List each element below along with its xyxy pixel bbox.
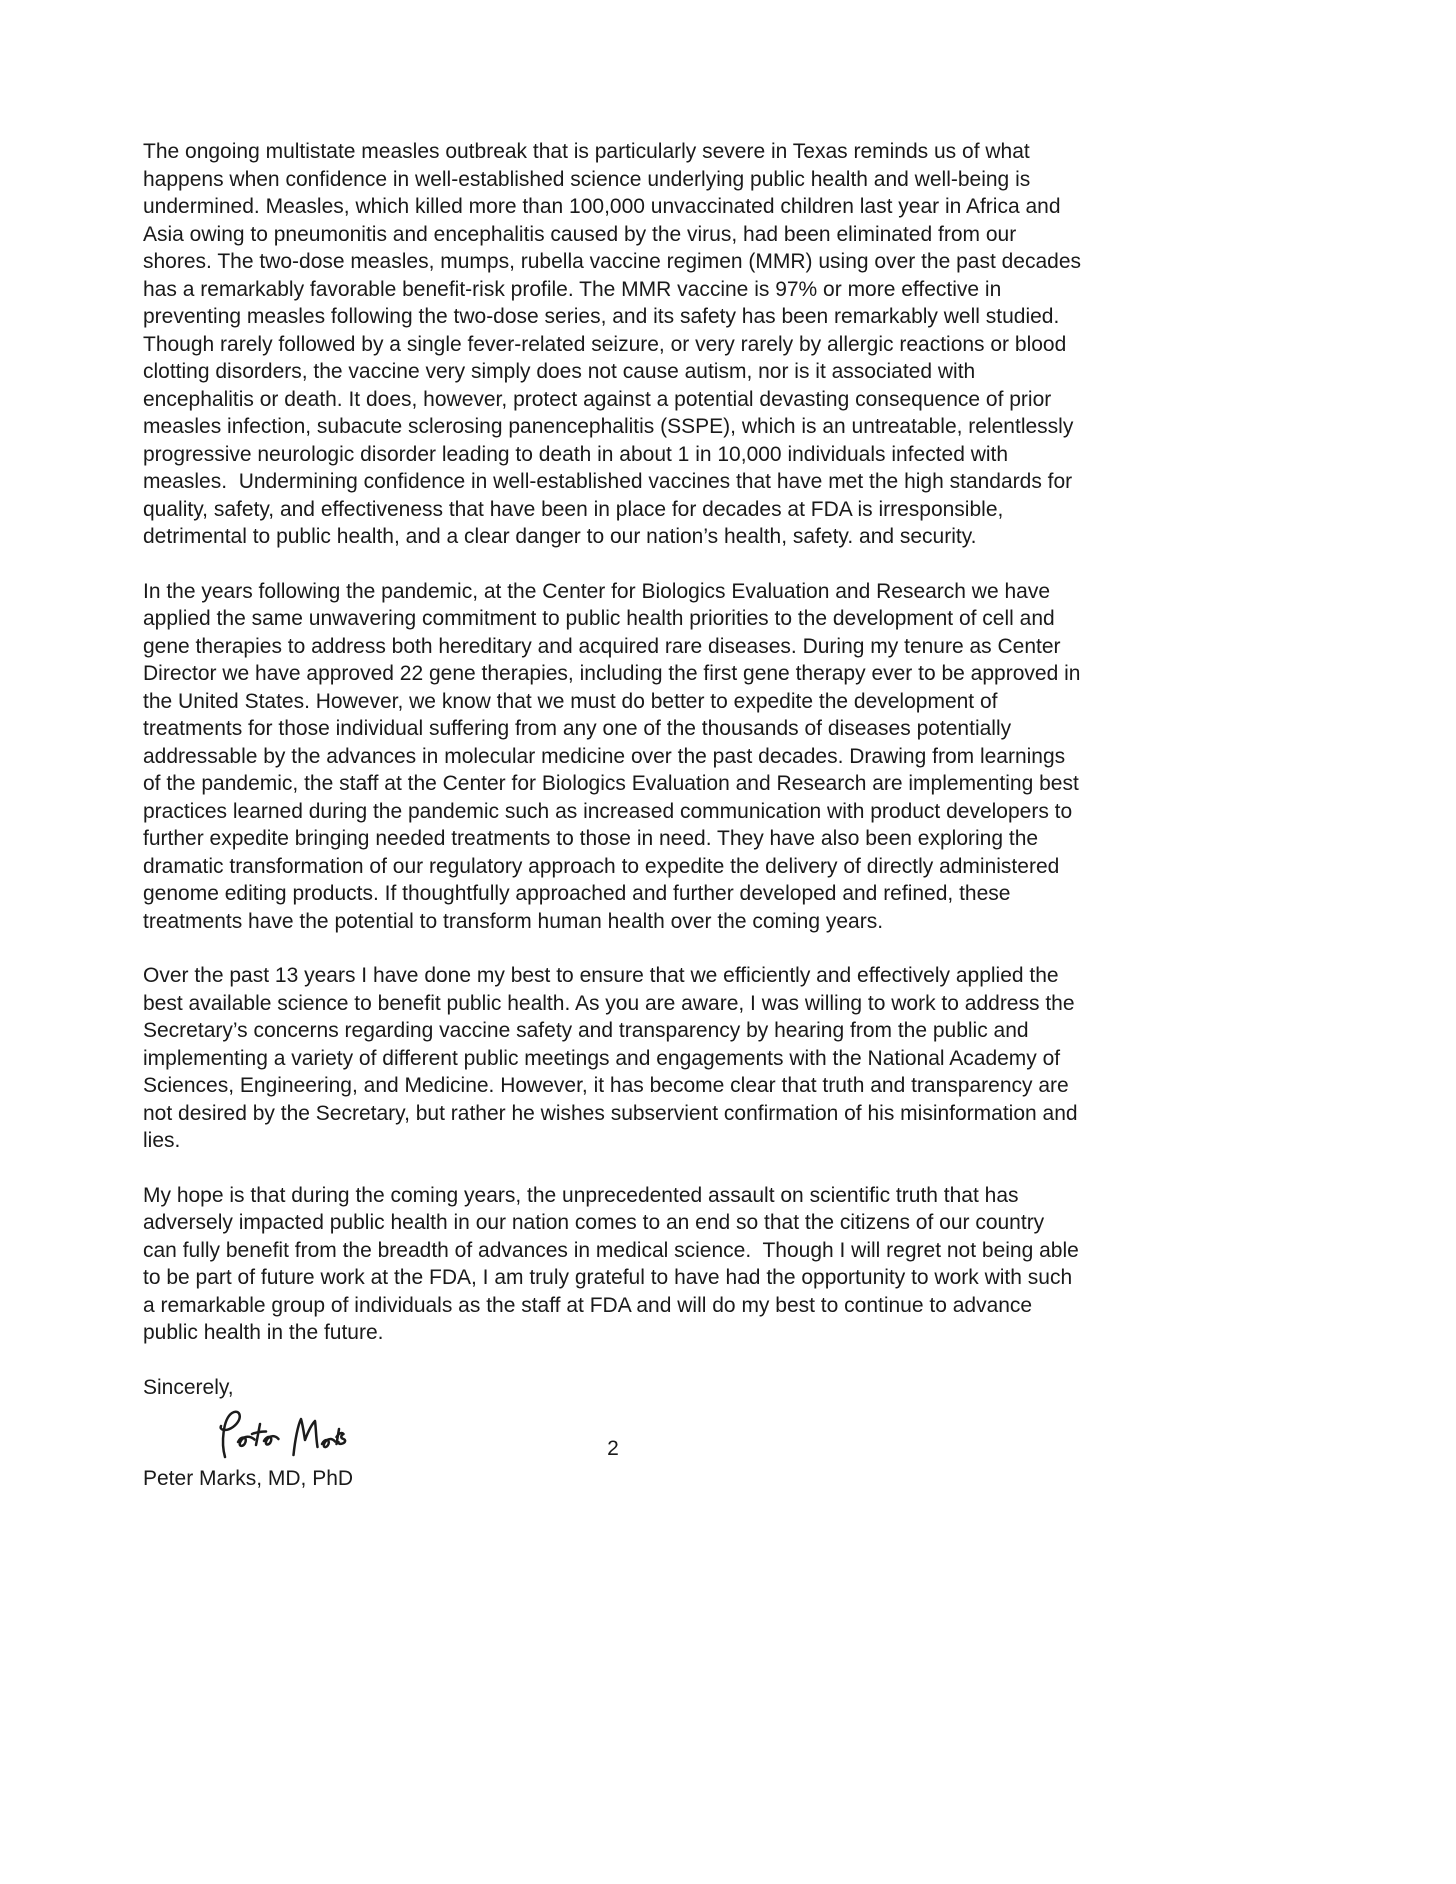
letter-paragraph-cber: In the years following the pandemic, at the Center for Biologics Evaluation and Research we have applied the same unwavering commitment to public health priorities to the development of cell and gene therapies to address both hereditary and acquired rare diseases. During my tenure as Center Director we have approved 22 gene therapies, including the first gene therapy ever to be approved in the United States. However, we know that we must do better to expedite the development of treatments for those individual suffering from any one of the thousands of diseases potentially addressable by the advances in molecular medicine over the past decades. Drawing from learnings of the pandemic, the staff at the Center for Biologics Evaluation and Research are implementing best practices learned during the pandemic such as increased communication with product developers to further expedite bringing needed treatments to those in need. They have also been exploring the dramatic transformation of our regulatory approach to expedite the delivery of directly administered genome editing products. If thoughtfully approached and further developed and refined, these treatments have the potential to transform human health over the coming years. <box>143 579 1087 933</box>
closing-salutation: Sincerely, <box>143 1375 234 1399</box>
letter-paragraph-hope: My hope is that during the coming years, the unprecedented assault on scientific truth that has adversely impacted public health in our nation comes to an end so that the citizens of our country can fully benefit from the breadth of advances in medical science. Though I will regret not being able to be part of future work at the FDA, I am truly grateful to have had the opportunity to work with such a remarkable group of individuals as the staff at FDA and will do my best to continue to advance public health in the future. <box>143 1183 1085 1344</box>
signer-name: Peter Marks, MD, PhD <box>143 1467 354 1490</box>
letter-body <box>143 138 1087 1493</box>
letter-paragraph-tenure: Over the past 13 years I have done my best to ensure that we efficiently and effectively applied the best available science to benefit public health. As you are aware, I was willing to work to address the Secretary’s concerns regarding vaccine safety and transparency by hearing from the public and implementing a variety of different public meetings and engagements with the National Academy of Sciences, Engineering, and Medicine. However, it has become clear that truth and transparency are not desired by the Secretary, but rather he wishes subservient confirmation of his misinformation and lies. <box>143 964 1084 1152</box>
page-number: 2 <box>607 1437 619 1460</box>
letter-paragraph-measles: The ongoing multistate measles outbreak that is particularly severe in Texas reminds us of what happens when confidence in well-established science underlying public health and well-being is undermined. Measles, which killed more than 100,000 unvaccinated children last year in Africa and Asia owing to pneumonitis and encephalitis caused by the virus, had been eliminated from our shores. The two-dose measles, mumps, rubella vaccine regimen (MMR) using over the past decades has a remarkably favorable benefit-risk profile. The MMR vaccine is 97% or more effective in preventing measles following the two-dose series, and its safety has been remarkably well studied. Though rarely followed by a single fever-related seizure, or very rarely by allergic reactions or blood clotting disorders, the vaccine very simply does not cause autism, nor is it associated with encephalitis or death. It does, however, protect against a potential devasting consequence of prior measles infection, subacute sclerosing panencephalitis (SSPE), which is an untreatable, relentlessly progressive neurologic disorder leading to death in about 1 in 10,000 individuals infected with measles. Undermining confidence in well-established vaccines that have met the high standards for quality, safety, and effectiveness that have been in place for decades at FDA is irresponsible, detrimental to public health, and a clear danger to our nation’s health, safety. and security. <box>143 140 1087 548</box>
